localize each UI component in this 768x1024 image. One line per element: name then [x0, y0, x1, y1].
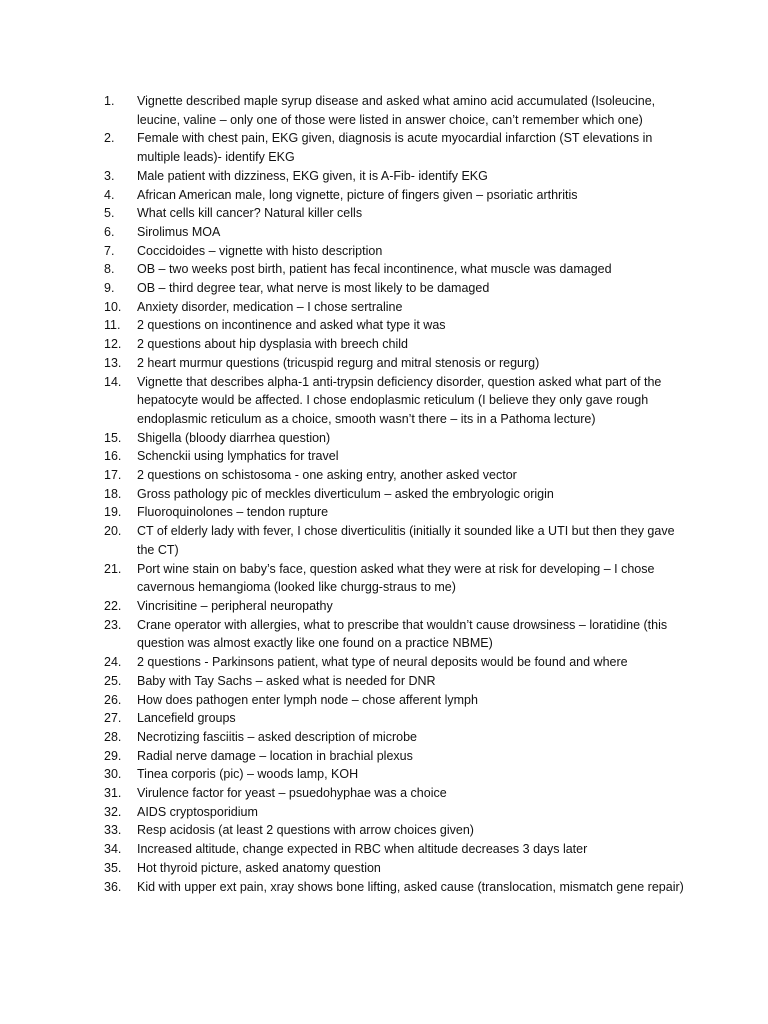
- list-item: [104, 803, 684, 822]
- list-item: [104, 204, 684, 223]
- list-item-text: CT of elderly lady with fever, I chose diverticulitis (initially it sounded like a UTI but then they gave the CT): [137, 524, 675, 557]
- list-item: [104, 316, 684, 335]
- list-item-text: Vincrisitine – peripheral neuropathy: [137, 598, 333, 613]
- list-item-number: 2.: [104, 131, 115, 146]
- list-item-number: 29.: [104, 748, 122, 763]
- list-item-text: Gross pathology pic of meckles diverticulum – asked the embryologic origin: [137, 486, 554, 501]
- list-item-number: 11.: [104, 318, 121, 333]
- list-item-text: Crane operator with allergies, what to prescribe that wouldn’t cause drowsiness – loratidine (this question was almost exactly like one found on a practice NBME): [137, 617, 668, 651]
- list-item-number: 16.: [104, 449, 122, 464]
- list-item-number: 14.: [104, 374, 122, 389]
- list-item: [104, 354, 684, 373]
- list-item-number: 23.: [104, 617, 122, 632]
- list-item-number: 4.: [104, 187, 115, 202]
- list-item: [104, 335, 684, 354]
- list-item-text: 2 questions on incontinence and asked what type it was: [137, 318, 446, 333]
- list-item-text: Female with chest pain, EKG given, diagnosis is acute myocardial infarction (ST elevations in multiple leads)- identify EKG: [137, 131, 653, 165]
- list-item-text: How does pathogen enter lymph node – chose afferent lymph: [137, 692, 478, 707]
- list-item-text: Radial nerve damage – location in brachial plexus: [137, 748, 413, 763]
- list-item-text: Vignette that describes alpha-1 anti-trypsin deficiency disorder, question asked what part of the hepatocyte would be affected. I chose endoplasmic reticulum (I believe they only gave rough endoplasmic reticulum as a choice, smooth wasn’t there – its in a Pathoma lecture): [137, 374, 662, 426]
- list-item-number: 8.: [104, 262, 115, 277]
- list-item-text: OB – two weeks post birth, patient has fecal incontinence, what muscle was damaged: [137, 262, 612, 277]
- numbered-list: [104, 92, 684, 896]
- list-item-number: 9.: [104, 281, 115, 296]
- list-item: [104, 784, 684, 803]
- list-item-text: Fluoroquinolones – tendon rupture: [137, 505, 329, 520]
- list-item: [104, 672, 684, 691]
- list-item-number: 25.: [104, 673, 122, 688]
- list-item-text: Male patient with dizziness, EKG given, it is A-Fib- identify EKG: [137, 168, 488, 183]
- list-item: [104, 298, 684, 317]
- list-item-number: 13.: [104, 355, 122, 370]
- list-item-number: 17.: [104, 468, 122, 483]
- list-item-number: 21.: [104, 561, 122, 576]
- list-item: [104, 840, 684, 859]
- list-item: [104, 92, 684, 129]
- list-item-text: 2 questions - Parkinsons patient, what type of neural deposits would be found and where: [137, 655, 628, 670]
- list-item-text: AIDS cryptosporidium: [137, 804, 258, 819]
- list-item-number: 22.: [104, 598, 122, 613]
- list-item: [104, 821, 684, 840]
- list-item-text: Hot thyroid picture, asked anatomy question: [137, 860, 381, 875]
- list-item: [104, 522, 684, 559]
- list-item-text: Kid with upper ext pain, xray shows bone lifting, asked cause (translocation, mismatch gene repair): [137, 879, 684, 894]
- list-item-text: Schenckii using lymphatics for travel: [137, 449, 339, 464]
- list-item-text: Shigella (bloody diarrhea question): [137, 430, 331, 445]
- list-item: [104, 616, 684, 653]
- list-item-text: African American male, long vignette, picture of fingers given – psoriatic arthritis: [137, 187, 578, 202]
- list-item-text: 2 questions about hip dysplasia with breech child: [137, 337, 409, 352]
- list-item-text: Vignette described maple syrup disease and asked what amino acid accumulated (Isoleucine, leucine, valine – only one of those were listed in answer choice, can’t remember which one): [137, 94, 656, 127]
- list-item: [104, 728, 684, 747]
- list-item-text: OB – third degree tear, what nerve is most likely to be damaged: [137, 281, 490, 296]
- list-item-text: Lancefield groups: [137, 711, 236, 726]
- list-item-number: 32.: [104, 804, 122, 819]
- list-item-text: Sirolimus MOA: [137, 224, 221, 239]
- list-item-number: 5.: [104, 206, 115, 221]
- list-item: [104, 691, 684, 710]
- list-item-number: 15.: [104, 430, 122, 445]
- list-item: [104, 859, 684, 878]
- list-item: [104, 223, 684, 242]
- list-item-text: 2 questions on schistosoma - one asking entry, another asked vector: [137, 468, 517, 483]
- list-item-number: 26.: [104, 692, 122, 707]
- list-item: [104, 560, 684, 597]
- list-item: [104, 447, 684, 466]
- list-item-number: 33.: [104, 823, 122, 838]
- list-item-number: 19.: [104, 505, 122, 520]
- list-item: [104, 653, 684, 672]
- list-item-text: What cells kill cancer? Natural killer cells: [137, 206, 363, 221]
- list-item-number: 27.: [104, 711, 122, 726]
- list-item: [104, 466, 684, 485]
- list-item-text: Resp acidosis (at least 2 questions with arrow choices given): [137, 823, 474, 838]
- list-item: [104, 747, 684, 766]
- list-item: [104, 709, 684, 728]
- list-item-text: Baby with Tay Sachs – asked what is needed for DNR: [137, 673, 436, 688]
- list-item: [104, 242, 684, 261]
- list-item-text: Coccidoides – vignette with histo description: [137, 243, 383, 258]
- list-item: [104, 765, 684, 784]
- list-item-number: 24.: [104, 655, 122, 670]
- list-item-number: 30.: [104, 767, 122, 782]
- list-item-number: 34.: [104, 842, 122, 857]
- list-item: [104, 485, 684, 504]
- list-item-number: 28.: [104, 729, 122, 744]
- list-item-number: 10.: [104, 299, 122, 314]
- list-item: [104, 373, 684, 429]
- list-item: [104, 279, 684, 298]
- list-item-text: Anxiety disorder, medication – I chose sertraline: [137, 299, 403, 314]
- list-item-text: Port wine stain on baby’s face, question asked what they were at risk for developing – I chose cavernous hemangioma (looked like churgg-straus to me): [137, 561, 655, 595]
- list-item-number: 7.: [104, 243, 115, 258]
- list-item-number: 35.: [104, 860, 122, 875]
- list-item: [104, 129, 684, 166]
- list-item: [104, 186, 684, 205]
- list-item-text: Tinea corporis (pic) – woods lamp, KOH: [137, 767, 359, 782]
- list-item-number: 20.: [104, 524, 122, 539]
- list-item-number: 6.: [104, 224, 115, 239]
- list-item-number: 12.: [104, 337, 122, 352]
- list-item: [104, 597, 684, 616]
- list-item-text: Necrotizing fasciitis – asked description of microbe: [137, 729, 417, 744]
- list-item: [104, 429, 684, 448]
- list-item: [104, 878, 684, 897]
- list-item-text: Increased altitude, change expected in RBC when altitude decreases 3 days later: [137, 842, 588, 857]
- list-item-number: 3.: [104, 168, 115, 183]
- list-item-number: 31.: [104, 786, 122, 801]
- list-item: [104, 167, 684, 186]
- list-item-number: 1.: [104, 94, 115, 108]
- list-item-text: Virulence factor for yeast – psuedohyphae was a choice: [137, 786, 447, 801]
- list-item-number: 18.: [104, 486, 122, 501]
- list-item: [104, 503, 684, 522]
- list-item: [104, 260, 684, 279]
- list-item-text: 2 heart murmur questions (tricuspid regurg and mitral stenosis or regurg): [137, 355, 540, 370]
- list-item-number: 36.: [104, 879, 122, 894]
